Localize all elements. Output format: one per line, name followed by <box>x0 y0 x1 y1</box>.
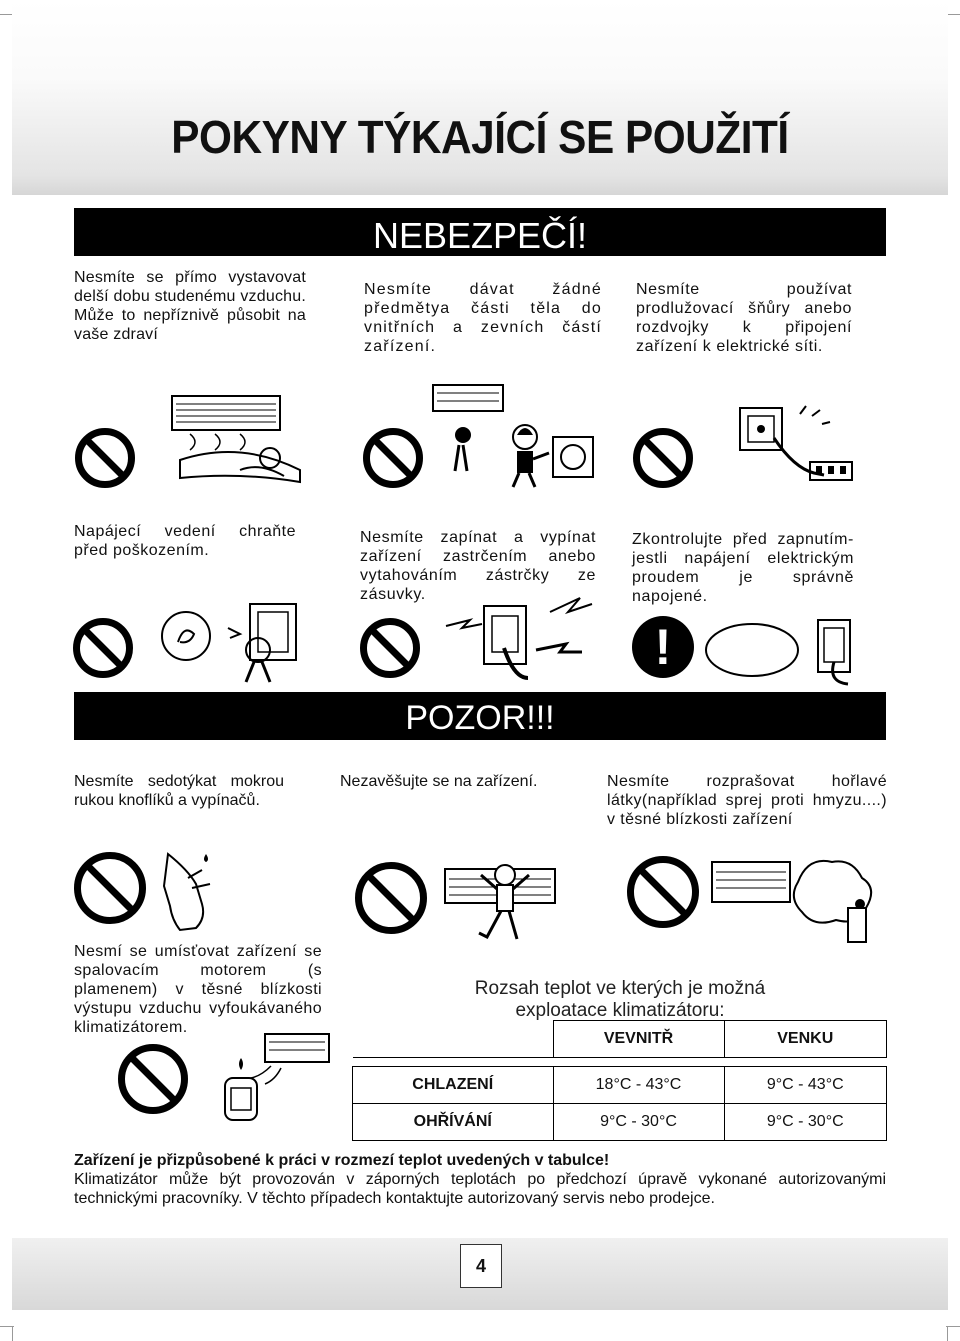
caution-item-1: Nesmíte sedotýkat mokrou rukou knoflíků a vypínačů. <box>74 773 284 809</box>
socket-check-illustration <box>702 612 856 690</box>
danger-item-4: Napájecí vedení chraňte před poškozením. <box>74 523 296 559</box>
plug-spark-illustration <box>440 592 600 688</box>
exclamation-icon: ! <box>632 616 694 678</box>
wet-hand-illustration <box>158 848 224 934</box>
danger-item-2: Nesmíte dávat žádné předmětya části těla do vnitřních a zevních částí zařízení. <box>364 281 602 355</box>
prohibition-icon <box>627 856 699 928</box>
hanging-child-illustration <box>435 855 565 950</box>
danger-item-5: Nesmíte zapínat a vypínat zařízení zastrčením anebo vytahováním zástrčky ze zásuvky. <box>360 529 596 603</box>
caution-item-3: Nesmíte rozprašovat hořlavé látky(například sprej proti hmyzu....) v těsné blízkosti zařízení <box>607 773 887 828</box>
cell-inside: 18°C - 43°C <box>553 1067 724 1104</box>
temperature-table <box>352 1020 887 1141</box>
crop-mark <box>12 1327 13 1341</box>
caution-header: POZOR!!! <box>74 692 886 740</box>
cell-outside: 9°C - 30°C <box>724 1104 887 1141</box>
cell-inside: 9°C - 30°C <box>553 1104 724 1141</box>
spray-can-illustration <box>708 852 888 947</box>
table-header-row <box>353 1021 887 1058</box>
empty-cell <box>353 1021 554 1058</box>
column-inside: VEVNITŘ <box>553 1021 724 1058</box>
temperature-title-line-2: exploatace klimatizátoru: <box>515 1000 725 1021</box>
crop-mark <box>946 1326 960 1327</box>
prohibition-icon <box>74 852 146 924</box>
prohibition-icon <box>363 428 423 488</box>
header-band <box>12 0 948 195</box>
danger-item-3: Nesmíte používat prodlužovací šňůry anebo rozdvojky k připojení zařízení k elektrické síti. <box>636 281 852 355</box>
caution-item-4: Nesmí se umísťovat zařízení se spalovacím motorem (s plamenem) v těsné blízkosti výstupu vzduchu vyfoukávaného klimatizátorem. <box>74 943 322 1036</box>
page-number: 4 <box>460 1244 502 1288</box>
prohibition-icon <box>355 862 427 934</box>
danger-header: NEBEZPEČÍ! <box>74 208 886 256</box>
prohibition-icon <box>75 428 135 488</box>
table-row <box>353 1104 887 1141</box>
table-row <box>353 1067 887 1104</box>
temperature-range-title <box>420 978 820 1022</box>
note-text: Klimatizátor může být provozován v záporných teplotách po předchozí úpravě vykonané autorizovanými technickými pracovníky. V těchto případech kontaktujte autorizovaný servis nebo prodejce. <box>74 1171 886 1207</box>
note-bold: Zařízení je přizpůsobené k práci v rozmezí teplot uvedených v tabulce! <box>74 1152 610 1169</box>
caution-item-2: Nezavěšujte se na zařízení. <box>340 773 538 790</box>
danger-item-1: Nesmíte se přímo vystavovat delší dobu studenému vzduchu. Může to nepříznivě působit na vaše zdraví <box>74 269 306 343</box>
column-outside: VENKU <box>724 1021 887 1058</box>
crop-mark <box>0 1326 14 1327</box>
sleeping-person-illustration <box>160 390 310 490</box>
page-title: POKYNY TÝKAJÍCÍ SE POUŽITÍ <box>171 111 789 163</box>
row-label: CHLAZENÍ <box>353 1067 554 1104</box>
prohibition-icon <box>360 618 420 678</box>
damaged-cord-illustration <box>158 598 306 688</box>
child-touching-unit-illustration <box>425 375 605 495</box>
extension-cord-illustration <box>730 398 860 493</box>
crop-mark <box>946 14 960 15</box>
row-label: OHŘÍVÁNÍ <box>353 1104 554 1141</box>
prohibition-icon <box>73 618 133 678</box>
prohibition-icon <box>118 1044 188 1114</box>
danger-item-6: Zkontrolujte před zapnutím- jestli napájení elektrickým proudem je správně napojené. <box>632 531 854 605</box>
crop-mark <box>947 1327 948 1341</box>
cell-outside: 9°C - 43°C <box>724 1067 887 1104</box>
heater-near-unit-illustration <box>215 1030 333 1125</box>
prohibition-icon <box>633 428 693 488</box>
temperature-title-line-1: Rozsah teplot ve kterých je možná <box>474 978 766 999</box>
